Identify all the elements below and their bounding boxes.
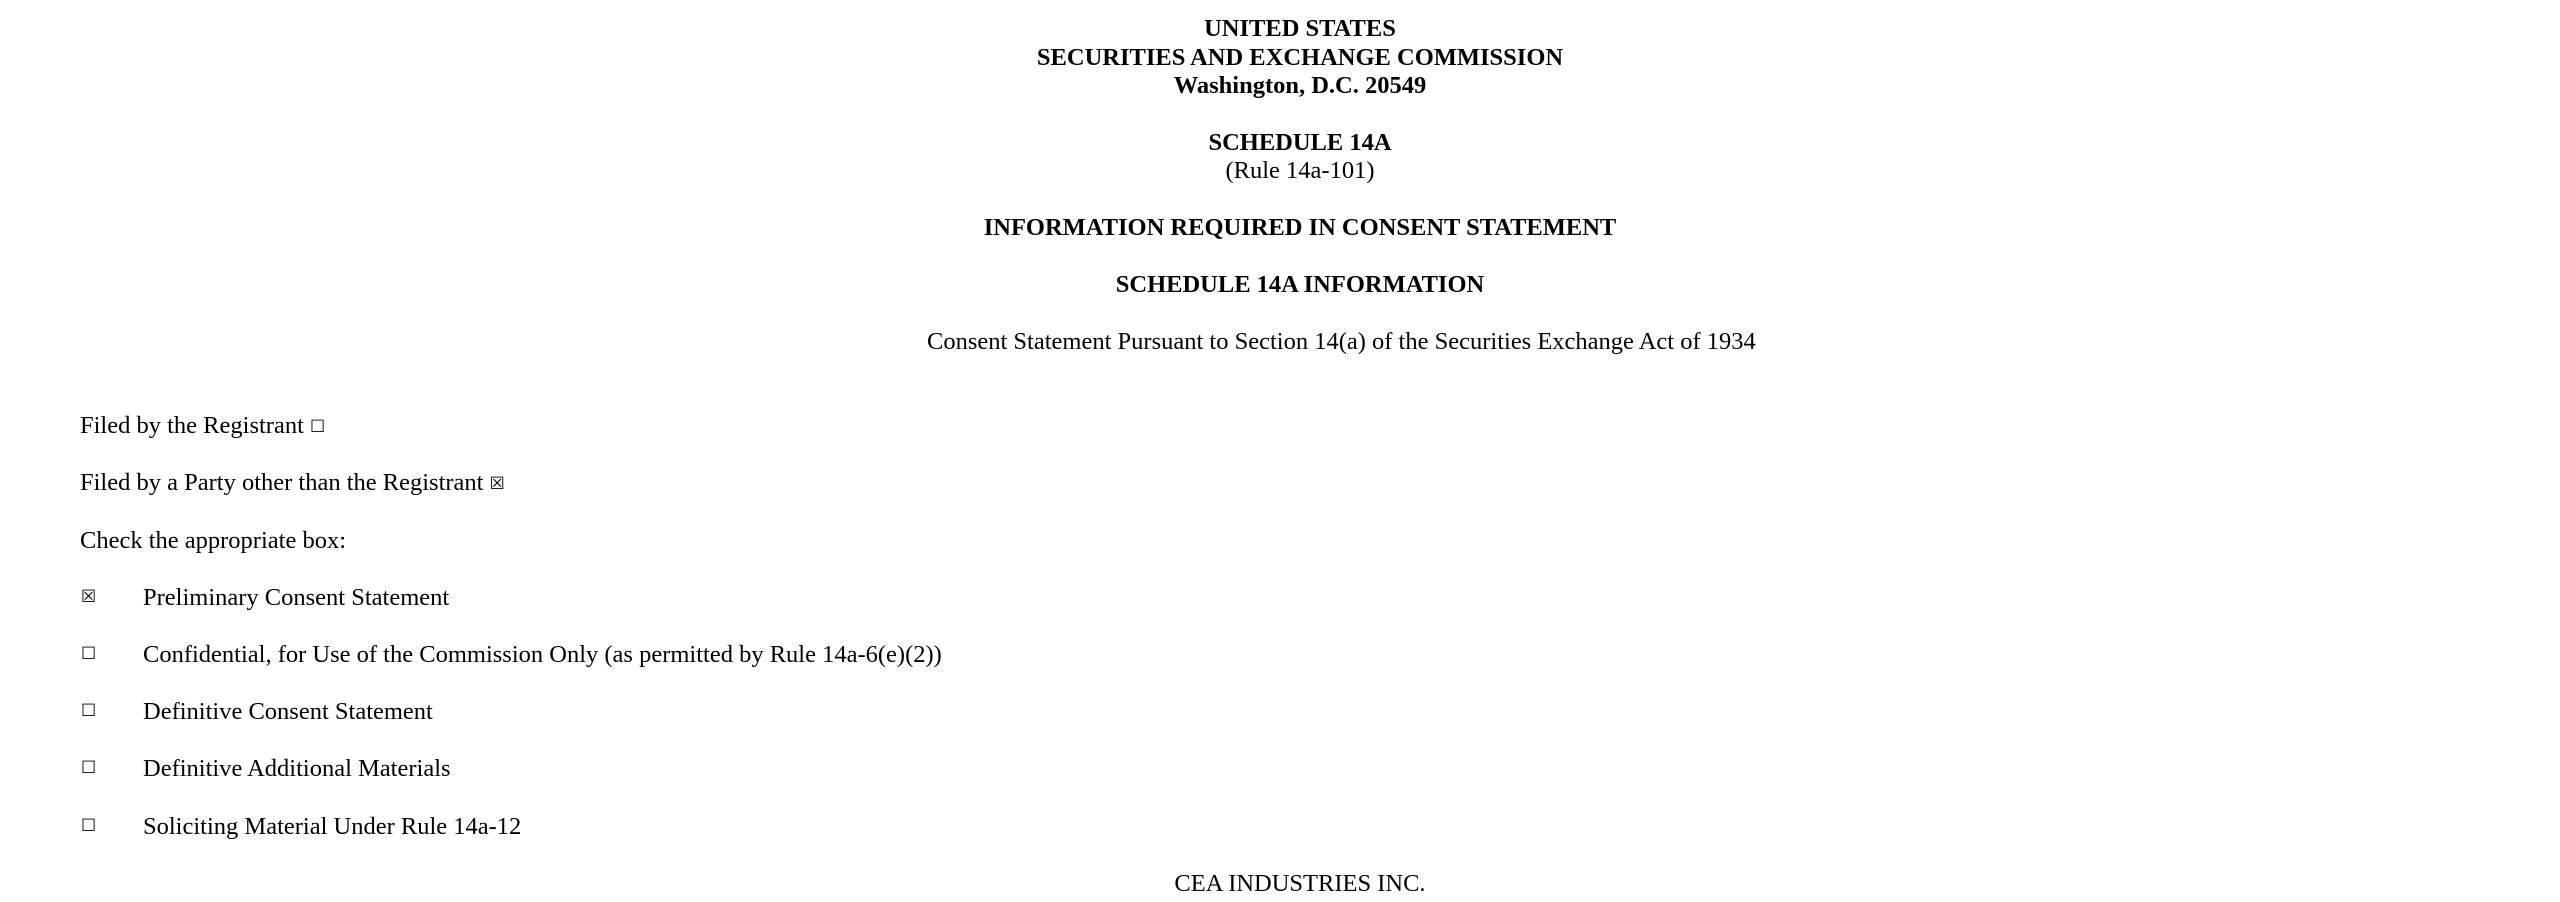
info-required-heading: INFORMATION REQUIRED IN CONSENT STATEMENT (983, 214, 1617, 241)
header-country: UNITED STATES (1204, 15, 1396, 42)
option-label-soliciting: Soliciting Material Under Rule 14a-12 (143, 813, 522, 840)
company-name: CEA INDUSTRIES INC. (1174, 870, 1426, 897)
option-label-additional: Definitive Additional Materials (143, 755, 451, 782)
filed-by-other-checkbox: ☒ (489, 474, 505, 494)
header-location: Washington, D.C. 20549 (1173, 72, 1427, 99)
filed-by-other-party (80, 468, 505, 499)
filed-by-other-label: Filed by a Party other than the Registrant (80, 469, 484, 496)
option-label-definitive: Definitive Consent Statement (143, 698, 433, 725)
option-checkbox-preliminary: ☒ (81, 587, 97, 607)
filed-by-registrant-checkbox: ☐ (310, 417, 326, 437)
check-box-prompt: Check the appropriate box: (80, 527, 347, 554)
filed-by-registrant-label: Filed by the Registrant (80, 412, 304, 439)
consent-statement-line: Consent Statement Pursuant to Section 14(a) of the Securities Exchange Act of 1934 (927, 328, 1756, 355)
filed-by-registrant (80, 411, 325, 442)
header-agency: SECURITIES AND EXCHANGE COMMISSION (1036, 44, 1564, 71)
schedule-title: SCHEDULE 14A (1208, 129, 1392, 156)
schedule-info-heading: SCHEDULE 14A INFORMATION (1115, 271, 1485, 298)
option-label-confidential: Confidential, for Use of the Commission Only (as permitted by Rule 14a-6(e)(2)) (143, 641, 942, 668)
option-checkbox-additional: ☐ (81, 758, 97, 778)
option-checkbox-definitive: ☐ (81, 701, 97, 721)
option-checkbox-confidential: ☐ (81, 644, 97, 664)
schedule-rule: (Rule 14a-101) (1225, 157, 1375, 184)
option-label-preliminary: Preliminary Consent Statement (143, 584, 450, 611)
option-checkbox-soliciting: ☐ (81, 816, 97, 836)
